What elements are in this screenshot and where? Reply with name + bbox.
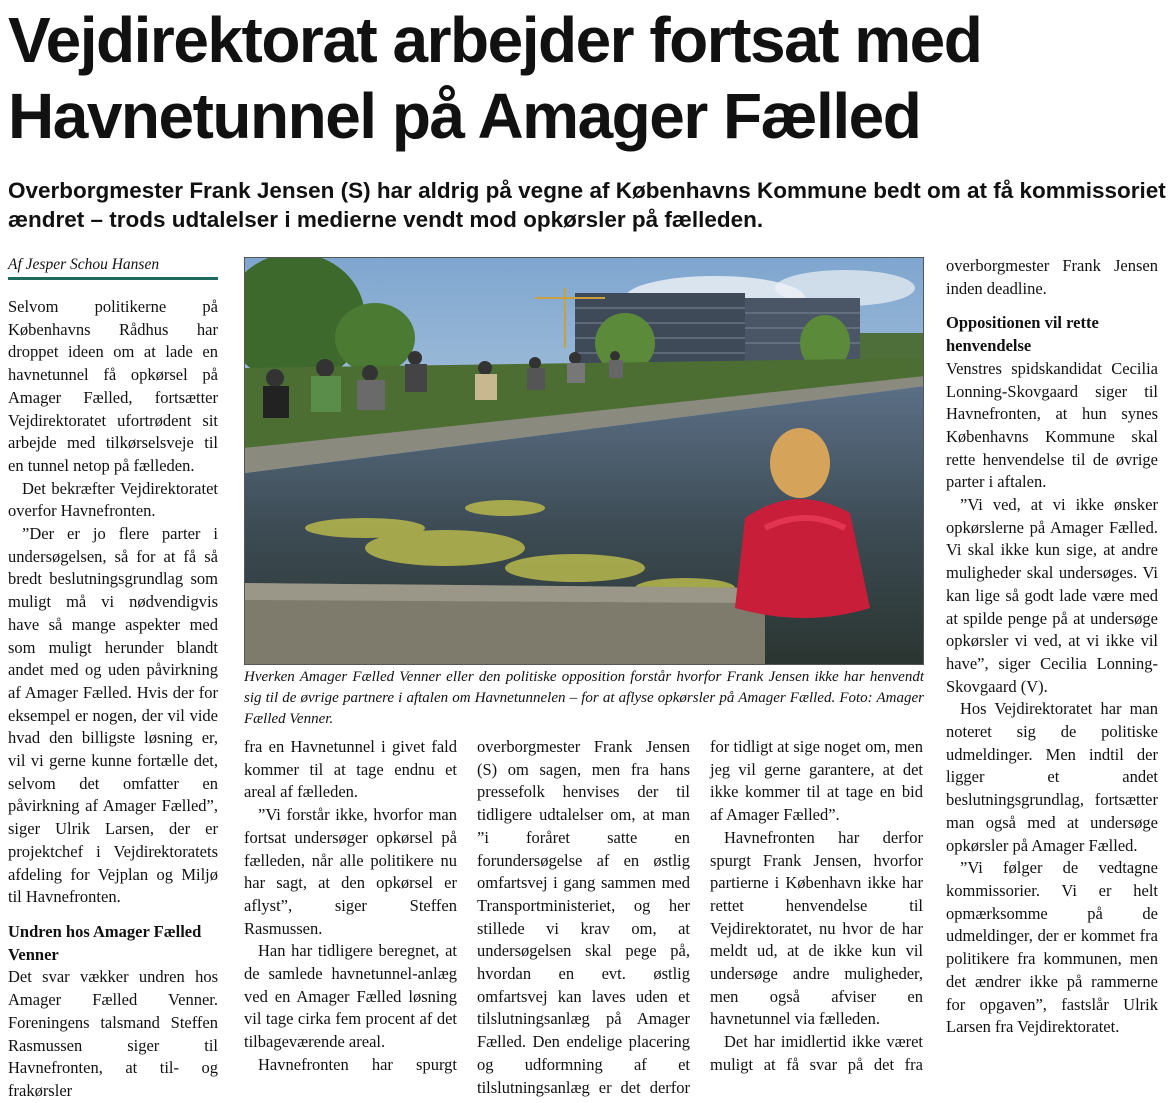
headline: Vejdirektorat arbejder fortsat med Havnetunnel på Amager Fælled — [8, 4, 982, 152]
byline: Af Jesper Schou Hansen — [8, 256, 160, 273]
paragraph: ”Der er jo flere parter i undersøgelsen, så for at få så bredt beslutningsgrundlag som muligt må vi nødvendigvis have så mange aspekter med som muligt herunder blandt andet med og uden påvirkning af Amager Fælled. Hvis der for eksempel er nogen, der vil vide hvad den billigste løsning er, vil vi gerne kunne fortælle det, selvom det omfatter en påvirkning af Amager Fælled”, siger Ulrik Larsen, der er projektchef i Vejdirektoratets afdeling for Vejplan og Miljø til Havnefronten. — [8, 524, 218, 907]
paragraph: for tidligt at sige noget om, men jeg vil gerne garantere, at det ikke kommer til at tage en bid af Amager Fælled”. — [710, 737, 923, 825]
paragraph: Det bekræfter Vejdirektoratet overfor Havnefronten. — [8, 478, 218, 521]
article-column-3 — [477, 736, 690, 1099]
paragraph: Det har imidlertid ikke været muligt at få svar på det fra — [710, 1032, 923, 1074]
article-column-1 — [8, 296, 218, 1103]
photo-caption: Hverken Amager Fælled Venner eller den politiske opposition forstår hvorfor Frank Jensen ikke har henvendt sig til de øvrige partnere i aftalen om Havnetunnelen – for at aflyse opkørsler på Amager Fælled. Foto: Amager Fælled Venner. — [244, 669, 924, 727]
article-column-2 — [244, 736, 457, 1077]
paragraph: ”Vi forstår ikke, hvorfor man fortsat undersøger opkørsel på fælleden, når alle politikere nu har sagt, at den opkørsel er aflyst”, siger Steffen Rasmussen. — [244, 805, 457, 938]
paragraph: Havnefronten har spurgt — [258, 1054, 457, 1074]
subheading-oppositionen: Oppositionen vil rette henvendelse — [946, 313, 1099, 356]
article-photo — [244, 257, 924, 665]
paragraph: Havnefronten har derfor spurgt Frank Jensen, hvorfor partierne i København ikke har rettet henvendelse til Vejdirektoratet, nu hvor de har meldt ud, at de ikke kun vil undersøge andre muligheder, men også afviser en havnetunnel via fælleden. — [710, 827, 923, 1029]
paragraph: ”Vi følger de vedtagne kommissorier. Vi er helt opmærksomme på de udmeldinger, der er kommet fra politikere fra kommunen, men det ændrer ikke på rammerne for opgaven”, fastslår Ulrik Larsen fra Vejdirektoratet. — [946, 858, 1158, 1037]
article-column-5 — [946, 255, 1158, 1039]
deck-subheadline: Overborgmester Frank Jensen (S) har aldrig på vegne af Københavns Kommune bedt om at få kommissoriet ændret – trods udtalelser i medierne vendt mod opkørsler på fælleden. — [8, 178, 1166, 232]
paragraph: Venstres spidskandidat Cecilia Lonning-Skovgaard siger til Havnefronten, at hun synes Københavns Kommune skal rette henvendelse til de øvrige parter i aftalen. — [946, 358, 1158, 492]
byline-rule — [8, 277, 218, 280]
paragraph: overborgmester Frank Jensen inden deadline. — [946, 256, 1158, 298]
paragraph: Hos Vejdirektoratet har man noteret sig de politiske udmeldinger. Men indtil der ligger et andet beslutningsgrundlag, fortsætter man også med at undersøge opkørsler på Amager Fælled. — [946, 699, 1158, 855]
paragraph: overborgmester Frank Jensen (S) om sagen, men fra hans pressefolk henvises der til tidligere udtalelser om, at man ”i foråret satte en forundersøgelse af en østlig omfartsvej i gang sammen med Transportministeriet, og her stillede vi krav om, at undersøgelsen skal pege på, hvordan en evt. østlig omfartsvej kan laves uden et tilslutningsanlæg på Amager Fælled. Den endelige placering og udformning af et tilslutningsanlæg er det derfor — [477, 737, 690, 1097]
paragraph: Selvom politikerne på Københavns Rådhus har droppet ideen om at lade en havnetunnel få opkørsel på Amager Fælled, fortsætter Vejdirektoratet ufortrødent sit arbejde med tilkørselsveje til en tunnel netop på fælleden. — [8, 297, 218, 475]
photo-illustration — [245, 258, 924, 665]
paragraph: Det svar vækker undren hos Amager Fælled Venner. Foreningens talsmand Steffen Rasmussen siger til Havnefronten, at til- og frakørsler — [8, 967, 218, 1100]
paragraph: Han har tidligere beregnet, at de samlede havnetunnel-anlæg ved en Amager Fælled løsning vil tage cirka fem procent af det tilbageværende areal. — [244, 941, 457, 1052]
subheading-undren: Undren hos Amager Fælled Venner — [8, 921, 202, 964]
paragraph: fra en Havnetunnel i givet fald kommer til at tage endnu et areal af fælleden. — [244, 737, 457, 802]
paragraph: ”Vi ved, at vi ikke ønsker opkørslerne på Amager Fælled. Vi skal ikke kun sige, at andre muligheder skal undersøges. Vi kan lige så godt lade være med at spilde penge på at undersøge opkørsler vi ved, at vi ikke vil have”, siger Cecilia Lonning-Skovgaard (V). — [946, 495, 1158, 696]
article-column-4 — [710, 736, 923, 1077]
